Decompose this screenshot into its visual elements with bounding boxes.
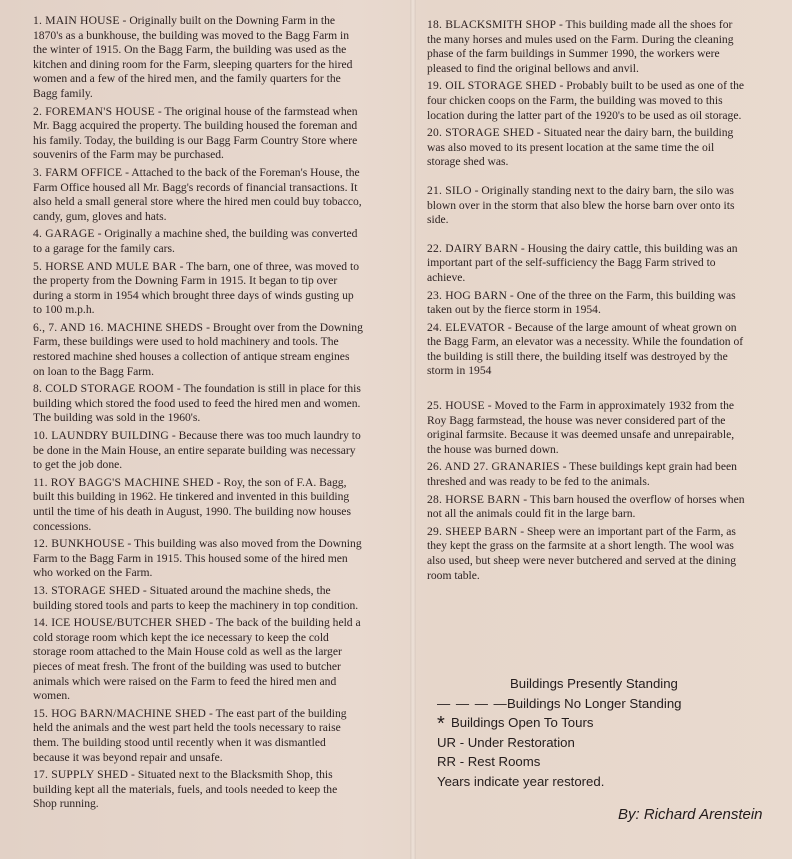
legend-years-note: Years indicate year restored. xyxy=(437,773,605,789)
building-heading: 3. FARM OFFICE xyxy=(33,165,123,179)
building-entry xyxy=(427,493,747,522)
building-heading: 6., 7. AND 16. MACHINE SHEDS xyxy=(33,320,204,334)
star-icon: * xyxy=(437,713,445,735)
legend-under-restoration: UR - Under Restoration xyxy=(437,734,575,750)
page-fold xyxy=(410,0,416,859)
legend-rest-rooms: RR - Rest Rooms xyxy=(437,754,541,769)
building-entry xyxy=(427,525,747,583)
building-heading: 15. HOG BARN/MACHINE SHED xyxy=(33,706,207,720)
building-description: - The original house of the farmstead when Mr. Bagg acquired the property. The building housed the foreman and his family. Today, the building is our Bagg Farm Country Store where souvenirs of the Farm may be purchased. xyxy=(33,104,358,162)
building-description: - Roy, the son of F.A. Bagg, built this building in 1962. He tinkered and invented in this building until the time of his death in August, 1990. The building now houses concessions. xyxy=(33,475,351,533)
building-heading: 8. COLD STORAGE ROOM xyxy=(33,382,174,396)
building-entry xyxy=(33,166,363,224)
building-entry xyxy=(33,105,363,163)
building-description: - These buildings kept grain had been threshed and was ready to be fed to the animals. xyxy=(427,460,737,489)
building-heading: 14. ICE HOUSE/BUTCHER SHED xyxy=(33,616,207,630)
building-description: - This barn housed the overflow of horses when not all the animals could fit in the large barn. xyxy=(427,492,745,521)
building-heading: 18. BLACKSMITH SHOP xyxy=(427,18,557,31)
building-description: - Probably built to be used as one of the four chicken coops on the Farm, the building was moved to this location during the latter part of the 1920's to be used as oil storage. xyxy=(427,79,745,122)
building-entry xyxy=(427,184,747,228)
building-entry xyxy=(33,14,363,102)
legend xyxy=(437,674,682,791)
building-heading: 5. HORSE AND MULE BAR xyxy=(33,259,177,273)
building-description: - Originally standing next to the dairy barn, the silo was blown over in the storm that also blew the horse barn over onto its side. xyxy=(427,183,735,227)
building-description: - This building made all the shoes for the many horses and mules used on the Farm. During the cleaning phase of the farm buildings in Summer 1990, the workers were pleased to find the original bellows and anvil. xyxy=(427,18,734,75)
right-column xyxy=(427,18,747,586)
building-description: - Situated near the dairy barn, the building was also moved to its present location at the same time the oil storage shed was. xyxy=(427,126,734,169)
building-entry xyxy=(427,242,747,286)
building-entry xyxy=(33,584,363,613)
building-entry xyxy=(427,321,747,379)
building-entry xyxy=(33,321,363,379)
building-description: - One of the three on the Farm, this building was taken out by the fierce storm in 1954. xyxy=(427,288,736,317)
building-heading: 28. HORSE BARN xyxy=(427,492,521,506)
building-heading: 1. MAIN HOUSE xyxy=(33,14,120,27)
building-entry xyxy=(33,260,363,318)
building-heading: 19. OIL STORAGE SHED xyxy=(427,79,557,93)
building-entry xyxy=(33,382,363,426)
building-heading: 21. SILO xyxy=(427,183,472,197)
building-heading: 12. BUNKHOUSE xyxy=(33,537,125,551)
building-description: - The foundation is still in place for this building which stored the food used to feed the hired men and women. The building was sold in the 1960's. xyxy=(33,382,361,425)
building-entry xyxy=(427,460,747,489)
building-entry xyxy=(33,476,363,534)
building-heading: 4. GARAGE xyxy=(33,227,95,241)
building-description: - Because of the large amount of wheat grown on the Bagg Farm, an elevator was a necessity. While the foundation of the building is still there, the building itself was destroyed by the storm in 1954 xyxy=(427,320,744,378)
building-description: - Moved to the Farm in approximately 1932 from the Roy Bagg farmstead, the house was never considered part of the original farmsite. Because it was deemed unsafe and unrepairable, the house was burned down. xyxy=(427,399,735,456)
building-description: - The barn, one of three, was moved to the property from the Downing Farm in 1915. It began to tip over during a storm in 1954 which brought three days of winds gusting up to 100 m.p.h. xyxy=(33,259,360,317)
legend-standing: Buildings Presently Standing xyxy=(510,676,678,691)
building-entry xyxy=(427,18,747,76)
building-entry xyxy=(33,768,363,812)
building-heading: 25. HOUSE xyxy=(427,399,485,413)
building-entry xyxy=(33,707,363,765)
building-heading: 20. STORAGE SHED xyxy=(427,126,535,140)
building-description: - Originally built on the Downing Farm in the 1870's as a bunkhouse, the building was moved to the Bagg Farm in the winter of 1915. On the Bagg Farm, the building was used as the kitchen and dining room for the Farm, sleeping quarters for the hired women and a few of the hired men, and the family quarters for the Bagg family. xyxy=(33,14,353,100)
building-description: - Because there was too much laundry to be done in the Main House, an entire separate building was necessary to get the job done. xyxy=(33,429,361,472)
building-heading: 29. SHEEP BARN xyxy=(427,524,518,538)
building-heading: 10. LAUNDRY BUILDING xyxy=(33,429,169,443)
building-description: - Originally a machine shed, the building was converted to a garage for the family cars. xyxy=(33,227,358,255)
building-heading: 17. SUPPLY SHED xyxy=(33,768,129,782)
building-entry xyxy=(427,399,747,457)
building-description: - Housing the dairy cattle, this building was an important part of the self-sufficiency the Bagg Farm strived to achieve. xyxy=(427,241,738,284)
building-heading: 22. DAIRY BARN xyxy=(427,241,518,255)
legend-tours: * Buildings Open To Tours xyxy=(437,713,594,735)
legend-not-standing: — — — —Buildings No Longer Standing xyxy=(437,694,682,714)
building-description: - The back of the building held a cold storage room which kept the ice necessary to keep the cold storage room attached to the Main House cold as well as the larger pieces of meat fresh. The front of the building was used to butcher animals which were raised on the Farm to feed the hired men and women. xyxy=(33,616,361,703)
building-description: - Attached to the back of the Foreman's House, the Farm Office housed all Mr. Bagg's records of financial transactions. It also held a small general store where the hired men could buy tobacco, candy, gum, gloves and hats. xyxy=(33,165,362,223)
building-entry xyxy=(33,616,363,704)
author-byline: By: Richard Arenstein xyxy=(618,806,763,823)
building-heading: 26. AND 27. GRANARIES xyxy=(427,460,560,474)
left-column xyxy=(33,14,363,815)
building-heading: 24. ELEVATOR xyxy=(427,320,505,334)
building-heading: 23. HOG BARN xyxy=(427,288,508,302)
building-description: - This building was also moved from the Downing Farm to the Bagg Farm in 1915. This housed some of the hired men who worked on the Farm. xyxy=(33,537,362,580)
building-description: - Situated next to the Blacksmith Shop, this building kept all the materials, fuels, and tools needed to keep the Shop running. xyxy=(33,768,338,811)
building-entry xyxy=(33,537,363,581)
building-entry xyxy=(427,289,747,318)
building-heading: 13. STORAGE SHED xyxy=(33,583,141,597)
building-description: - Sheep were an important part of the Farm, as they kept the grass on the farmsite at a short length. The wool was also used, but sheep were never butchered and served at the dining room table. xyxy=(427,524,737,582)
building-description: - The east part of the building held the animals and the west part held the tools necessary to raise them. The building stood until recently when it was dismantled because it was beyond repair and unsafe. xyxy=(33,706,347,764)
building-entry xyxy=(427,126,747,170)
building-heading: 2. FOREMAN'S HOUSE xyxy=(33,104,155,118)
building-heading: 11. ROY BAGG'S MACHINE SHED xyxy=(33,475,214,489)
building-entry xyxy=(33,227,363,256)
building-entry xyxy=(33,429,363,473)
building-description: - Situated around the machine sheds, the building stored tools and parts to keep the machinery in top condition. xyxy=(33,583,359,612)
building-entry xyxy=(427,79,747,123)
building-description: - Brought over from the Downing Farm, these buildings were used to hold machinery and tools. The restored machine shed houses a collection of antique stream engines on loan to the Bagg Farm. xyxy=(33,320,363,378)
dashed-line-icon: — — — — xyxy=(437,695,508,711)
